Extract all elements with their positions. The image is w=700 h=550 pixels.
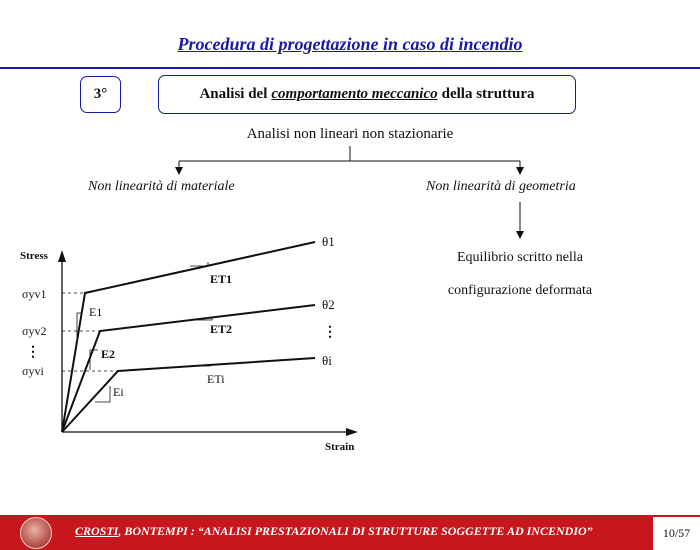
yield-ellipsis: ⋮: [26, 345, 40, 360]
yield-label-1: σyv1: [22, 287, 47, 301]
x-axis-arrow: [346, 428, 358, 436]
theta-i-label: θi: [322, 353, 332, 368]
equilibrium-line-1: Equilibrio scritto nella: [457, 250, 583, 265]
analysis-suffix: della struttura: [441, 86, 535, 102]
curve-theta-i: [62, 358, 315, 432]
modulus-label-2: E2: [101, 347, 116, 361]
nonlinear-header: Analisi non lineari non stazionarie: [246, 126, 454, 142]
university-logo: [20, 517, 52, 549]
step-label: 3°: [93, 86, 108, 102]
tangent-label-i: ETi: [207, 372, 225, 386]
modulus-label-1: E1: [89, 305, 103, 319]
curve-theta-1: [62, 242, 315, 432]
branch-material: Non linearità di materiale: [88, 179, 235, 194]
yield-label-2: σyv2: [22, 324, 47, 338]
yield-label-i: σyvi: [22, 364, 44, 378]
diagram-labels: [20, 234, 354, 453]
y-axis-arrow: [58, 250, 66, 262]
footer-citation: [75, 524, 593, 539]
tangent-label-1: ET1: [210, 272, 233, 286]
branch-geometry: Non linearità di geometria: [426, 179, 576, 194]
analysis-emphasis: comportamento meccanico: [271, 86, 438, 102]
page-number: 10/57: [653, 517, 700, 550]
stress-strain-diagram: [58, 242, 358, 436]
tangent-label-2: ET2: [210, 322, 233, 336]
curve-theta-2: [62, 305, 315, 432]
theta-1-label: θ1: [322, 234, 335, 249]
footer-author-first: CROSTI: [75, 524, 119, 538]
analysis-prefix: Analisi del: [199, 86, 268, 102]
theta-2-label: θ2: [322, 297, 335, 312]
equilibrium-line-2: configurazione deformata: [447, 283, 593, 298]
page-title: Procedura di progettazione in caso di incendio: [177, 34, 523, 54]
modulus-label-i: Ei: [113, 385, 124, 399]
theta-ellipsis: ⋮: [323, 325, 337, 340]
y-axis-label: Stress: [20, 250, 48, 262]
x-axis-label: Strain: [325, 441, 355, 453]
footer-rest: , BONTEMPI : “ANALISI PRESTAZIONALI DI STRUTTURE SOGGETTE AD INCENDIO”: [118, 524, 593, 538]
